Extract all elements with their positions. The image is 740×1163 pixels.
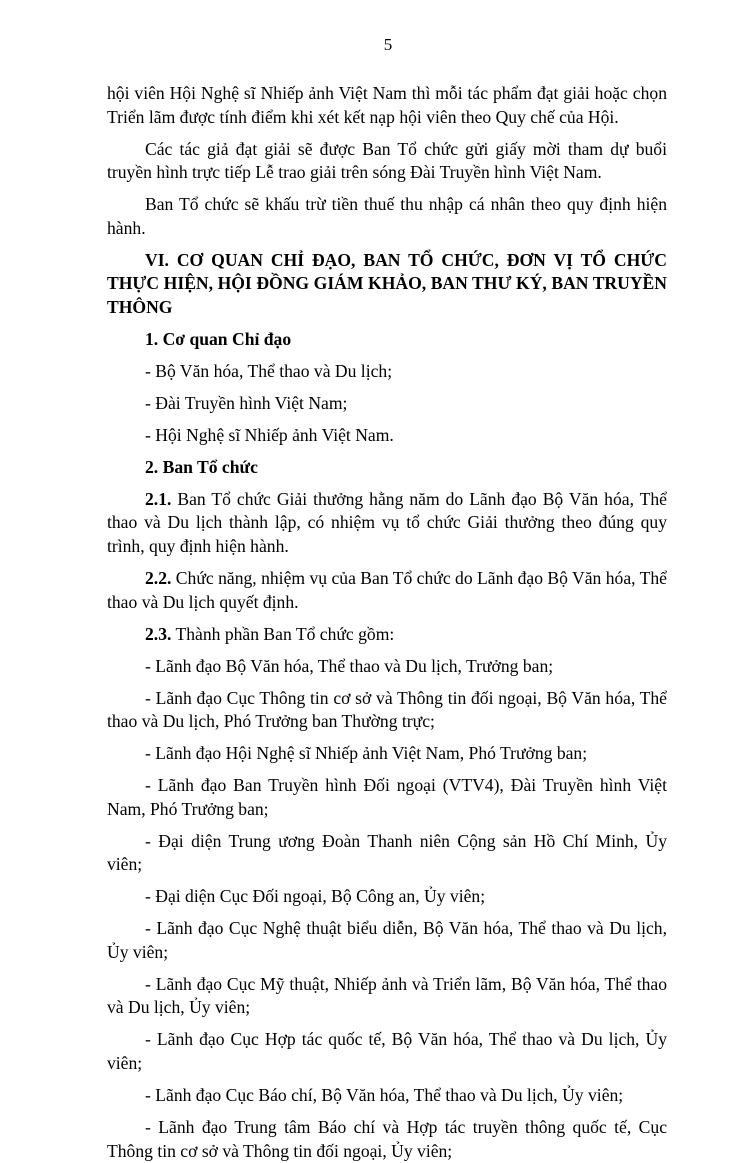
clause-text: Chức năng, nhiệm vụ của Ban Tổ chức do Lãnh đạo Bộ Văn hóa, Thể thao và Du lịch quyết định.	[107, 568, 667, 612]
paragraph: Ban Tổ chức sẽ khấu trừ tiền thuế thu nhập cá nhân theo quy định hiện hành.	[107, 194, 667, 238]
paragraph: - Đại diện Trung ương Đoàn Thanh niên Cộng sản Hồ Chí Minh, Ủy viên;	[107, 830, 667, 875]
paragraph: Các tác giả đạt giải sẽ được Ban Tổ chức gửi giấy mời tham dự buổi truyền hình trực tiếp Lễ trao giải trên sóng Đài Truyền hình Việt Nam.	[107, 138, 667, 183]
paragraph: - Lãnh đạo Cục Báo chí, Bộ Văn hóa, Thể thao và Du lịch, Ủy viên;	[145, 1084, 624, 1105]
clause-text: Thành phần Ban Tổ chức gồm:	[171, 623, 395, 644]
paragraph: - Lãnh đạo Trung tâm Báo chí và Hợp tác truyền thông quốc tế, Cục Thông tin cơ sở và Thông tin đối ngoại, Ủy viên;	[107, 1116, 667, 1161]
document-body	[107, 82, 667, 1163]
subsection-heading: 1. Cơ quan Chỉ đạo	[145, 328, 292, 349]
clause-number: 2.3.	[145, 623, 172, 644]
paragraph: - Hội Nghệ sĩ Nhiếp ảnh Việt Nam.	[145, 424, 394, 445]
paragraph: - Lãnh đạo Cục Thông tin cơ sở và Thông tin đối ngoại, Bộ Văn hóa, Thể thao và Du lịch, Phó Trưởng ban Thường trực;	[107, 687, 667, 732]
paragraph: - Đài Truyền hình Việt Nam;	[145, 392, 348, 413]
paragraph: - Đại diện Cục Đối ngoại, Bộ Công an, Ủy viên;	[145, 886, 486, 907]
paragraph: - Lãnh đạo Ban Truyền hình Đối ngoại (VTV4), Đài Truyền hình Việt Nam, Phó Trưởng ban;	[107, 775, 667, 819]
paragraph: - Lãnh đạo Cục Nghệ thuật biểu diễn, Bộ Văn hóa, Thể thao và Du lịch, Ủy viên;	[107, 918, 667, 962]
numbered-paragraph	[107, 623, 667, 647]
paragraph: - Lãnh đạo Cục Mỹ thuật, Nhiếp ảnh và Triển lãm, Bộ Văn hóa, Thể thao và Du lịch, Ủy viên;	[107, 973, 667, 1018]
paragraph: - Bộ Văn hóa, Thể thao và Du lịch;	[145, 360, 393, 381]
paragraph: - Lãnh đạo Hội Nghệ sĩ Nhiếp ảnh Việt Nam, Phó Trưởng ban;	[145, 743, 588, 764]
section-heading: VI. CƠ QUAN CHỈ ĐẠO, BAN TỔ CHỨC, ĐƠN VỊ TỔ CHỨC THỰC HIỆN, HỘI ĐỒNG GIÁM KHẢO, BAN THƯ KÝ, BAN TRUYỀN THÔNG	[107, 249, 667, 317]
continued-paragraph: hội viên Hội Nghệ sĩ Nhiếp ảnh Việt Nam thì mỗi tác phẩm đạt giải hoặc chọn Triển lãm được tính điểm khi xét kết nạp hội viên theo Quy chế của Hội.	[107, 83, 667, 127]
numbered-paragraph	[107, 488, 667, 559]
paragraph: - Lãnh đạo Cục Hợp tác quốc tế, Bộ Văn hóa, Thể thao và Du lịch, Ủy viên;	[107, 1029, 667, 1073]
clause-number: 2.2.	[145, 568, 172, 588]
paragraph: - Lãnh đạo Bộ Văn hóa, Thể thao và Du lịch, Trưởng ban;	[145, 655, 554, 676]
clause-text: Ban Tổ chức Giải thưởng hằng năm do Lãnh đạo Bộ Văn hóa, Thể thao và Du lịch thành lập, có nhiệm vụ tổ chức Giải thưởng theo đúng quy trình, quy định hiện hành.	[107, 488, 667, 557]
numbered-paragraph	[107, 567, 667, 614]
page-number: 5	[383, 35, 393, 54]
clause-number: 2.1.	[145, 488, 172, 509]
subsection-heading: 2. Ban Tổ chức	[145, 456, 258, 477]
